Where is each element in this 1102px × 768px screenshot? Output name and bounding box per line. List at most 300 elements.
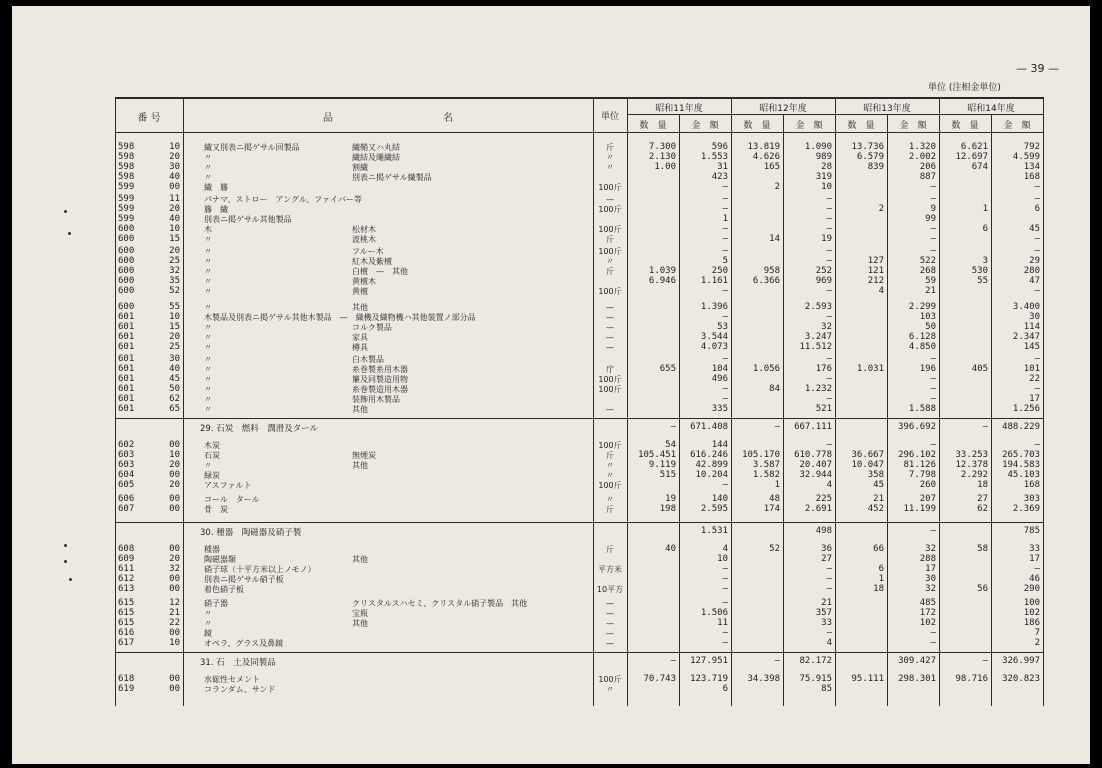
row-value: — [826,628,832,638]
row-unit: 〃 [606,461,614,470]
row-code: 600 [118,246,135,256]
row-subcode: 00 [169,628,180,638]
row-code: 598 [118,162,135,172]
row-subcode: 20 [169,480,180,490]
row-value: 10.047 [851,460,884,470]
row-code: 600 [118,276,135,286]
row-name-detail: 無煙炭 [352,451,376,460]
row-value: 186 [1023,618,1040,628]
row-value: 515 [659,470,676,480]
row-unit: — [606,639,614,648]
section-29-rule [115,418,1043,419]
row-unit: 〃 [606,153,614,162]
row-value: 27 [821,554,832,564]
row-value: — [930,638,936,648]
row-subcode: 45 [169,374,180,384]
row-value: 303 [1023,494,1040,504]
row-code: 598 [118,142,135,152]
row-value: 123.719 [690,674,728,684]
row-code: 600 [118,234,135,244]
row-code: 618 [118,674,135,684]
row-value: 9 [930,204,936,214]
row-value: — [930,440,936,450]
row-code: 613 [118,584,135,594]
row-value: — [826,354,832,364]
row-value: 206 [919,162,936,172]
section-29-total: — [774,422,780,432]
binding-hole-3 [64,544,67,547]
row-name: アスファルト [204,481,252,490]
row-name: 〃 [204,365,212,374]
row-value: 56 [977,584,988,594]
row-value: 2.292 [960,470,988,480]
row-value: 55 [977,276,988,286]
row-value: 958 [763,266,780,276]
row-value: 280 [1023,266,1040,276]
row-name: 〃 [204,375,212,384]
section-29-title: 29. 石炭 燃料 潤滑及タール [200,424,319,434]
row-value: 27 [977,494,988,504]
row-value: 7 [1034,628,1040,638]
row-value: — [1034,234,1040,244]
row-unit: — [606,195,614,204]
row-value: 290 [1023,584,1040,594]
row-value: 17 [1029,554,1040,564]
row-subcode: 40 [169,172,180,182]
row-value: 288 [919,554,936,564]
row-code: 603 [118,450,135,460]
row-name: 〃 [204,153,212,162]
row-subcode: 00 [169,574,180,584]
row-name: 〃 [204,385,212,394]
row-value: 1.582 [752,470,780,480]
row-subcode: 00 [169,504,180,514]
row-code: 601 [118,394,135,404]
row-value: 6 [722,684,728,694]
row-unit: — [606,599,614,608]
row-value: 172 [919,608,936,618]
row-value: 252 [815,266,832,276]
row-value: 196 [919,364,936,374]
section-31-total: 82.172 [799,656,832,666]
row-name-detail: 其他 [352,461,368,470]
row-name: 籐 繊 [204,205,228,214]
row-value: 165 [763,162,780,172]
subheader-val: 金 額 [795,121,823,131]
row-name: 木 [204,225,212,234]
row-value: — [722,384,728,394]
row-unit: 〃 [606,495,614,504]
row-name: 繊 籐 [204,183,228,192]
row-code: 598 [118,152,135,162]
header-bottom-rule [115,132,1043,133]
row-code: 601 [118,332,135,342]
row-unit: — [606,619,614,628]
row-name: 〃 [204,163,212,172]
row-value: 1.056 [752,364,780,374]
row-value: — [826,214,832,224]
row-value: 6 [1034,204,1040,214]
binding-hole-5 [69,578,72,581]
row-name-detail: フルー木 [352,247,384,256]
row-name-detail: 繊結及繩繊結 [352,153,400,162]
row-unit: 100斤 [598,385,622,394]
row-value: 127 [867,256,884,266]
row-value: 423 [711,172,728,182]
row-name-detail: 其他 [352,555,368,564]
row-name: 〃 [204,619,212,628]
row-value: 596 [711,142,728,152]
row-value: — [930,628,936,638]
row-value: 22 [1029,374,1040,384]
row-name: 〃 [204,303,212,312]
row-subcode: 21 [169,608,180,618]
section-30-title: 30. 種器 陶磁器及硝子製 [200,528,302,538]
row-unit: 平方米 [598,565,622,574]
row-value: — [930,234,936,244]
row-subcode: 00 [169,544,180,554]
row-subcode: 22 [169,618,180,628]
row-name: 〃 [204,355,212,364]
subheader-qty: 数 量 [951,121,979,131]
row-value: 174 [763,504,780,514]
section-31-total: 326.997 [1002,656,1040,666]
row-code: 607 [118,504,135,514]
row-value: — [826,286,832,296]
row-subcode: 15 [169,234,180,244]
row-unit: — [606,405,614,414]
row-name-detail: 其他 [352,405,368,414]
subheader-val: 金 額 [899,121,927,131]
row-name-detail: クリスタルスハセミ、クリスタル硝子製品 其他 [352,599,528,608]
row-name: 繊又別表ニ掲ゲサル回製品 [204,143,300,152]
row-name: 〃 [204,609,212,618]
row-value: 32 [925,544,936,554]
row-value: 522 [919,256,936,266]
row-unit: 100斤 [598,441,622,450]
header-code: 番 号 [137,113,161,124]
row-name: オペラ、グラス及鼻鏡 [204,639,284,648]
row-value: 9.119 [648,460,676,470]
row-value: — [722,312,728,322]
row-value: — [1034,564,1040,574]
row-value: — [722,204,728,214]
row-name: 鏡 [204,629,212,638]
row-value: 10 [717,554,728,564]
row-value: 95.111 [851,674,884,684]
row-value: 1.256 [1012,404,1040,414]
row-value: — [930,374,936,384]
row-value: — [826,246,832,256]
section-30-total: — [930,526,936,536]
row-name: 〃 [204,173,212,182]
row-value: 1 [878,574,884,584]
row-value: 6.946 [648,276,676,286]
row-code: 599 [118,204,135,214]
row-value: 3.544 [700,332,728,342]
row-name-detail: コルク製品 [352,323,392,332]
row-value: 6.128 [908,332,936,342]
table-top-rule [115,97,1043,99]
row-value: — [1034,440,1040,450]
row-subcode: 00 [169,470,180,480]
row-value: — [1034,384,1040,394]
row-value: 104 [711,364,728,374]
row-value: 62 [977,504,988,514]
row-value: 19 [821,234,832,244]
header-year-12: 昭和12年度 [759,104,807,114]
row-value: 31 [717,162,728,172]
row-value: — [722,224,728,234]
row-value: 50 [925,322,936,332]
row-value: 33.253 [955,450,988,460]
section-29-total: — [670,422,676,432]
column-rule-2 [593,97,594,706]
row-value: 3.247 [804,332,832,342]
row-name-detail: 松材木 [352,225,376,234]
row-code: 615 [118,598,135,608]
row-value: — [930,394,936,404]
section-31-total: — [982,656,988,666]
column-rule-3 [627,97,628,706]
row-value: 2.299 [908,302,936,312]
row-value: 4 [826,638,832,648]
row-name: 〃 [204,395,212,404]
row-unit: — [606,343,614,352]
row-value: 70.743 [643,674,676,684]
section-31-rule [115,652,1043,653]
row-unit: 100斤 [598,183,622,192]
row-value: 1.090 [804,142,832,152]
row-value: — [826,194,832,204]
subheader-val: 金 額 [691,121,719,131]
row-subcode: 10 [169,312,180,322]
column-rule-0 [115,97,116,706]
row-subcode: 62 [169,394,180,404]
row-subcode: 00 [169,684,180,694]
row-value: 168 [1023,480,1040,490]
row-code: 601 [118,384,135,394]
row-value: — [930,246,936,256]
row-subcode: 65 [169,404,180,414]
binding-hole-4 [64,560,67,563]
header-year-13: 昭和13年度 [863,104,911,114]
row-unit: 斤 [606,451,614,460]
row-value: 121 [867,266,884,276]
row-code: 599 [118,214,135,224]
row-value: 18 [873,584,884,594]
row-value: 103 [919,312,936,322]
row-name-detail: 黄檀木 [352,277,376,286]
row-value: — [826,564,832,574]
row-value: 792 [1023,142,1040,152]
row-name-detail: 宝瓶 [352,609,368,618]
row-subcode: 00 [169,584,180,594]
row-code: 615 [118,608,135,618]
row-name-detail: 別表ニ掲ゲサル繊製品 [352,173,432,182]
row-value: 212 [867,276,884,286]
row-value: 6.621 [960,142,988,152]
row-value: 66 [873,544,884,554]
row-value: 11.199 [903,504,936,514]
row-value: 207 [919,494,936,504]
row-unit: 庁 [606,365,614,374]
row-subcode: 50 [169,384,180,394]
row-value: 10.204 [695,470,728,480]
row-subcode: 11 [169,194,180,204]
row-value: 4 [722,544,728,554]
row-value: 42.899 [695,460,728,470]
row-value: 7.798 [908,470,936,480]
row-code: 598 [118,172,135,182]
section-29-total: — [982,422,988,432]
row-value: 140 [711,494,728,504]
row-name-detail: 白檀 — 其他 [352,267,408,276]
row-value: — [930,354,936,364]
row-value: — [930,384,936,394]
row-name: 木製品及別表ニ掲ゲサル其他木製品 — 織機及織物機ハ其他裝置ノ部分品 [204,313,476,322]
section-31-title: 31. 石 土及同製品 [200,658,276,668]
row-name: 〃 [204,405,212,414]
row-name-detail: 家具 [352,333,368,342]
row-value: — [826,204,832,214]
header-year-11: 昭和11年度 [655,104,703,114]
row-value: 33 [1029,544,1040,554]
row-value: 40 [665,544,676,554]
row-value: 7.300 [648,142,676,152]
row-value: 296.102 [898,450,936,460]
row-subcode: 20 [169,246,180,256]
subheader-qty: 数 量 [847,121,875,131]
row-value: 1.506 [700,608,728,618]
row-name: 別表ニ掲ゲサル硝子板 [204,575,284,584]
subheader-qty: 数 量 [743,121,771,131]
section-30-total: 498 [815,526,832,536]
row-value: 32 [821,322,832,332]
row-value: 84 [769,384,780,394]
row-value: 28 [821,162,832,172]
row-name: 陶磁器類 [204,555,236,564]
row-unit: 斤 [606,235,614,244]
row-value: 11.512 [799,342,832,352]
row-subcode: 00 [169,674,180,684]
row-value: 3.587 [752,460,780,470]
row-name: 〃 [204,235,212,244]
row-value: 1.039 [648,266,676,276]
row-value: 48 [769,494,780,504]
row-name-detail: 糸巻製造用木器 [352,385,408,394]
row-unit: 100斤 [598,481,622,490]
row-value: 6.579 [856,152,884,162]
row-code: 617 [118,638,135,648]
column-rule-7 [1043,97,1044,706]
row-subcode: 00 [169,494,180,504]
row-value: — [1034,354,1040,364]
row-value: 30 [925,574,936,584]
row-value: — [1034,194,1040,204]
row-value: 335 [711,404,728,414]
row-code: 601 [118,322,135,332]
row-subcode: 25 [169,342,180,352]
section-31-total: — [774,656,780,666]
row-unit: 100斤 [598,205,622,214]
row-unit: — [606,629,614,638]
row-value: 59 [925,276,936,286]
row-name-detail: 繊鞘又ハ丸結 [352,143,400,152]
row-unit: — [606,313,614,322]
section-29-total: 671.408 [690,422,728,432]
row-code: 612 [118,574,135,584]
row-value: 2 [878,204,884,214]
row-value: 33 [821,618,832,628]
row-subcode: 30 [169,162,180,172]
row-unit: 〃 [606,163,614,172]
row-code: 600 [118,256,135,266]
row-name: 〃 [204,287,212,296]
row-name-detail: 其他 [352,619,368,628]
row-value: — [722,394,728,404]
row-value: — [722,194,728,204]
row-value: — [722,246,728,256]
row-subcode: 10 [169,450,180,460]
row-value: — [1034,246,1040,256]
row-value: 4.850 [908,342,936,352]
row-value: 102 [1023,608,1040,618]
row-code: 601 [118,374,135,384]
row-value: 496 [711,374,728,384]
row-value: — [930,182,936,192]
row-value: 452 [867,504,884,514]
header-year-14: 昭和14年度 [967,104,1015,114]
row-value: 2.002 [908,152,936,162]
row-value: 521 [815,404,832,414]
row-subcode: 20 [169,332,180,342]
row-value: 101 [1023,364,1040,374]
row-value: 144 [711,440,728,450]
row-value: — [722,584,728,594]
row-value: 4.626 [752,152,780,162]
column-rule-1 [183,97,184,706]
row-value: — [826,440,832,450]
row-name: 緑炭 [204,471,220,480]
row-unit: — [606,303,614,312]
row-value: 52 [769,544,780,554]
row-value: 45 [873,480,884,490]
row-value: 100 [1023,598,1040,608]
row-subcode: 10 [169,638,180,648]
row-unit: — [606,609,614,618]
row-code: 601 [118,364,135,374]
row-name: 骨 炭 [204,505,228,514]
row-value: — [722,354,728,364]
row-code: 608 [118,544,135,554]
row-name: 別表ニ掲ゲサル其他製品 [204,215,292,224]
row-value: 655 [659,364,676,374]
row-value: 405 [971,364,988,374]
row-subcode: 32 [169,266,180,276]
row-code: 601 [118,342,135,352]
row-code: 600 [118,286,135,296]
row-subcode: 10 [169,142,180,152]
row-value: 250 [711,266,728,276]
row-subcode: 52 [169,286,180,296]
row-value: 1.232 [804,384,832,394]
row-subcode: 25 [169,256,180,266]
row-value: 320.823 [1002,674,1040,684]
row-value: — [722,628,728,638]
row-subcode: 55 [169,302,180,312]
row-value: 114 [1023,322,1040,332]
